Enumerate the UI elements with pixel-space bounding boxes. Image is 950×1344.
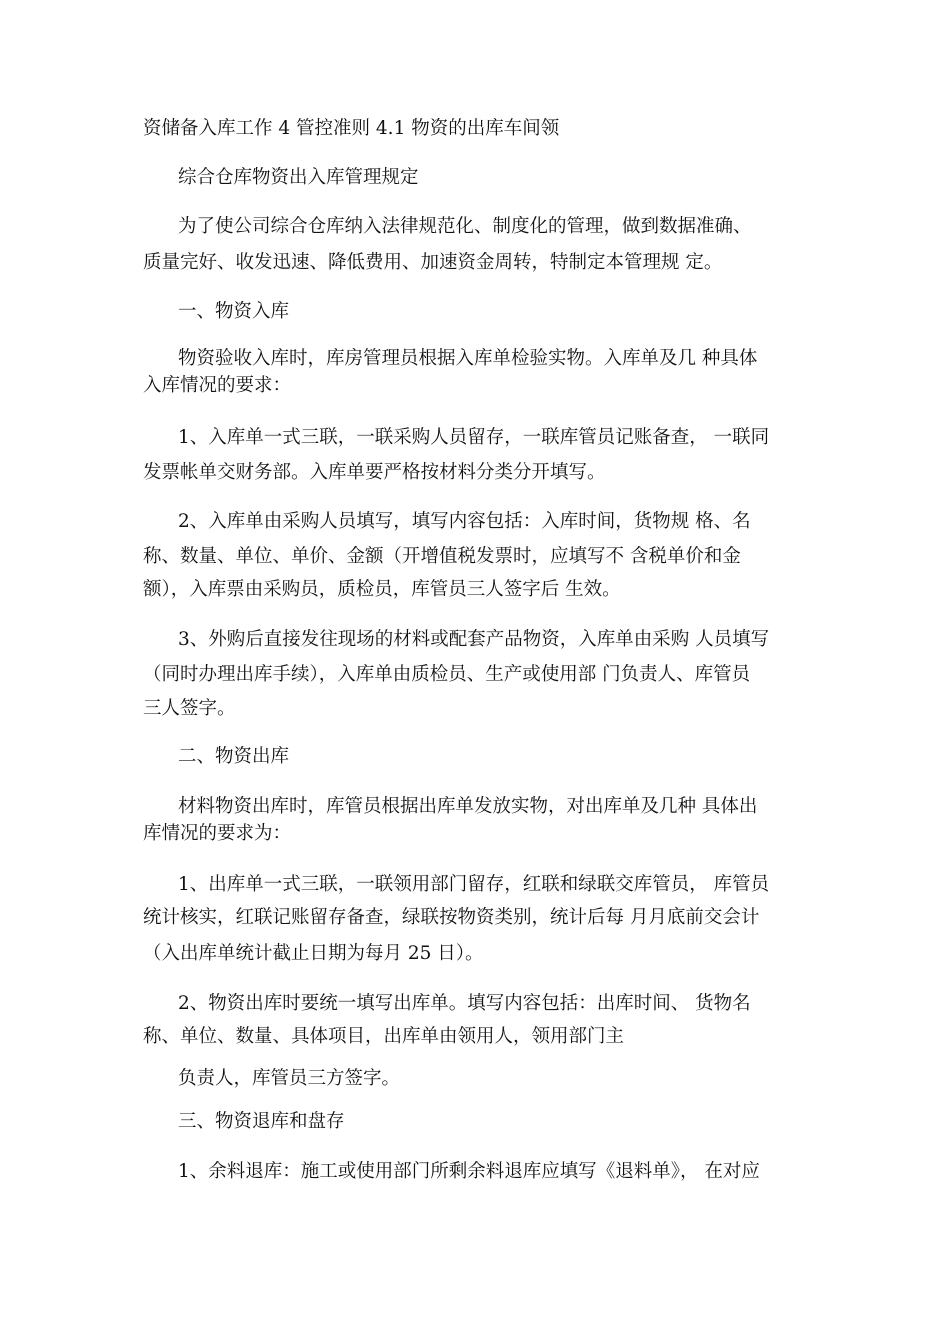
paragraph-line: 称、单位、数量、具体项目，出库单由领用人，领用部门主: [143, 1026, 625, 1047]
paragraph-line: 称、数量、单位、单价、金额（开增值税发票时，应填写不 含税单价和金: [143, 546, 741, 567]
paragraph-line: 2、入库单由采购人员填写，填写内容包括：入库时间，货物规 格、名: [178, 511, 751, 532]
paragraph-line: 物资验收入库时，库房管理员根据入库单检验实物。入库单及几 种具体: [178, 348, 758, 369]
paragraph-line: 2、物资出库时要统一填写出库单。填写内容包括：出库时间、 货物名: [178, 993, 751, 1014]
paragraph-line: 发票帐单交财务部。入库单要严格按材料分类分开填写。: [143, 462, 606, 483]
paragraph-line: 1、出库单一式三联，一联领用部门留存，红联和绿联交库管员， 库管员: [178, 874, 770, 895]
intro-line: 为了使公司综合仓库纳入法律规范化、制度化的管理，做到数据准确、: [178, 216, 752, 237]
paragraph-line: 统计核实，红联记账留存备查，绿联按物资类别，统计后每 月月底前交会计: [143, 907, 760, 928]
paragraph-line: （同时办理出库手续），入库单由质检员、生产或使用部 门负责人、库管员: [143, 664, 751, 685]
header-line: 资储备入库工作 4 管控准则 4.1 物资的出库车间领: [143, 118, 560, 139]
intro-line: 质量完好、收发迅速、降低费用、加速资金周转，特制定本管理规 定。: [143, 252, 723, 273]
section-heading-outbound: 二、物资出库: [178, 746, 290, 767]
paragraph-line: 额），入库票由采购员，质检员，库管员三人签字后 生效。: [143, 579, 621, 600]
paragraph-line: 1、入库单一式三联，一联采购人员留存，一联库管员记账备查， 一联同: [178, 427, 770, 448]
paragraph-line: 库情况的要求为：: [143, 823, 292, 844]
document-title: 综合仓库物资出入库管理规定: [178, 167, 419, 188]
paragraph-line: 入库情况的要求：: [143, 375, 292, 396]
paragraph-line: 材料物资出库时，库管员根据出库单发放实物，对出库单及几种 具体出: [178, 796, 758, 817]
paragraph-line: 负责人，库管员三方签字。: [178, 1068, 401, 1089]
paragraph-line: 三人签字。: [143, 698, 236, 719]
section-heading-return: 三、物资退库和盘存: [178, 1111, 345, 1132]
paragraph-line: 1、余料退库：施工或使用部门所剩余料退库应填写《退料单》， 在对应: [178, 1161, 760, 1182]
paragraph-line: （入出库单统计截止日期为每月 25 日）。: [143, 943, 484, 964]
section-heading-inbound: 一、物资入库: [178, 301, 290, 322]
paragraph-line: 3、外购后直接发往现场的材料或配套产品物资，入库单由采购 人员填写: [178, 629, 770, 650]
